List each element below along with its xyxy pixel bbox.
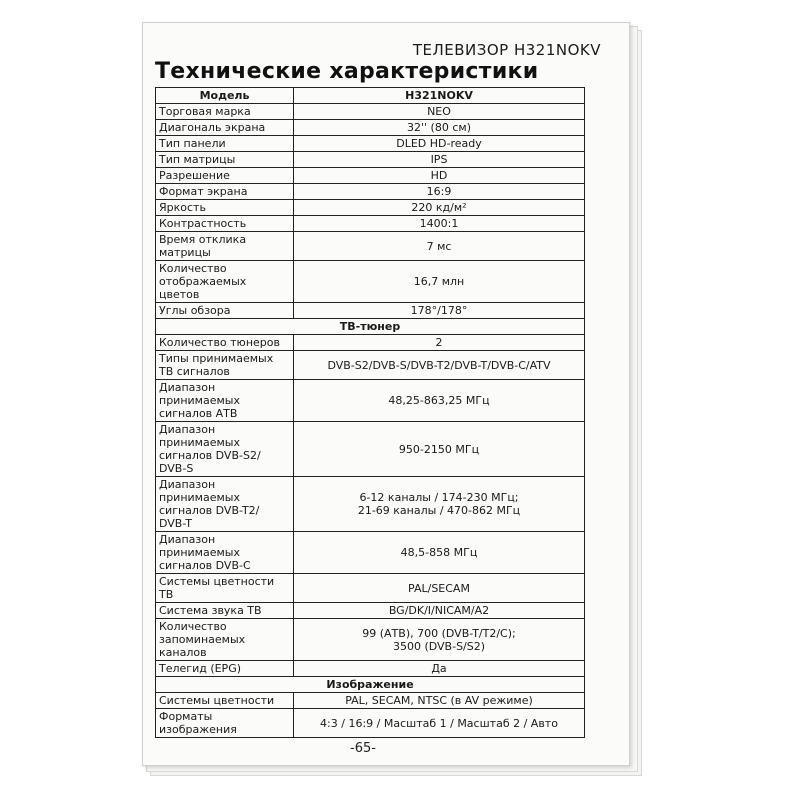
running-head: ТЕЛЕВИЗОР H321NOKV [412,41,601,59]
spec-label: Контрастность [156,216,294,232]
spec-value: 7 мс [294,232,585,261]
section-title: Изображение [156,677,585,693]
header-value: H321NOKV [294,88,585,104]
spec-label: Разрешение [156,168,294,184]
table-row [156,303,585,319]
table-row [156,120,585,136]
spec-value-multiline [294,477,585,532]
spec-value: Да [294,661,585,677]
spec-value: 178°/178° [294,303,585,319]
spec-label: Системы цветности ТВ [156,574,294,603]
spec-value: 950-2150 МГц [294,422,585,477]
table-row [156,422,585,477]
spec-label: Система звука ТВ [156,603,294,619]
spec-value-line: 3500 (DVB-S/S2) [392,639,486,653]
spec-value: DVB-S2/DVB-S/DVB-T2/DVB-T/DVB-C/ATV [294,351,585,380]
header-label: Модель [156,88,294,104]
spec-value-multiline [294,619,585,661]
spec-label: Яркость [156,200,294,216]
table-row [156,232,585,261]
spec-value: 1400:1 [294,216,585,232]
table-row [156,200,585,216]
page-title: Технические характеристики [155,59,539,84]
spec-label: Количество запоминаемых каналов [156,619,294,661]
table-row [156,216,585,232]
spec-label: Тип панели [156,136,294,152]
section-header-image [156,677,585,693]
spec-label: Диапазон принимаемых сигналов DVB-S2/ DVB-S [156,422,294,477]
spec-label: Типы принимаемых ТВ сигналов [156,351,294,380]
table-row [156,380,585,422]
document-page-stack [142,22,640,774]
table-row [156,532,585,574]
spec-value: 16:9 [294,184,585,200]
spec-label: Тип матрицы [156,152,294,168]
table-row [156,574,585,603]
table-row [156,335,585,351]
spec-label: Количество отображаемых цветов [156,261,294,303]
table-row [156,693,585,709]
spec-value: NEO [294,104,585,120]
table-row [156,709,585,738]
spec-label: Диапазон принимаемых сигналов DVB-T2/ DVB-T [156,477,294,532]
table-row [156,603,585,619]
spec-label: Углы обзора [156,303,294,319]
spec-value: PAL/SECAM [294,574,585,603]
page-number: -65- [350,741,376,756]
spec-table [155,87,585,738]
table-row [156,104,585,120]
spec-label: Системы цветности [156,693,294,709]
spec-label: Диапазон принимаемых сигналов DVB-C [156,532,294,574]
spec-label: Время отклика матрицы [156,232,294,261]
spec-value: 220 кд/м² [294,200,585,216]
spec-value: 16,7 млн [294,261,585,303]
spec-value: HD [294,168,585,184]
spec-value-line: 21-69 каналы / 470-862 МГц [357,504,521,517]
spec-label: Количество тюнеров [156,335,294,351]
spec-label: Формат экрана [156,184,294,200]
section-header-tuner [156,319,585,335]
spec-label: Диагональ экрана [156,120,294,136]
table-row [156,619,585,661]
spec-value: PAL, SECAM, NTSC (в AV режиме) [294,693,585,709]
document-page [142,22,630,766]
spec-value-line: 6-12 каналы / 174-230 МГц; [359,491,519,504]
table-header-row [156,88,585,104]
section-title: ТВ-тюнер [156,319,585,335]
table-row [156,477,585,532]
spec-value: BG/DK/I/NICAM/A2 [294,603,585,619]
spec-value: 48,25-863,25 МГц [294,380,585,422]
table-row [156,184,585,200]
spec-value: 32'' (80 см) [294,120,585,136]
table-row [156,168,585,184]
spec-value-line: 99 (АТВ), 700 (DVB-T/T2/C); [362,626,516,640]
table-row [156,351,585,380]
spec-value: 2 [294,335,585,351]
spec-label: Торговая марка [156,104,294,120]
table-row [156,152,585,168]
spec-value: 48,5-858 МГц [294,532,585,574]
spec-label: Форматы изображения [156,709,294,738]
spec-label: Телегид (EPG) [156,661,294,677]
table-row [156,136,585,152]
spec-value: 4:3 / 16:9 / Масштаб 1 / Масштаб 2 / Авто [294,709,585,738]
spec-value: IPS [294,152,585,168]
spec-label: Диапазон принимаемых сигналов АТВ [156,380,294,422]
spec-value: DLED HD-ready [294,136,585,152]
table-row [156,261,585,303]
table-row [156,661,585,677]
